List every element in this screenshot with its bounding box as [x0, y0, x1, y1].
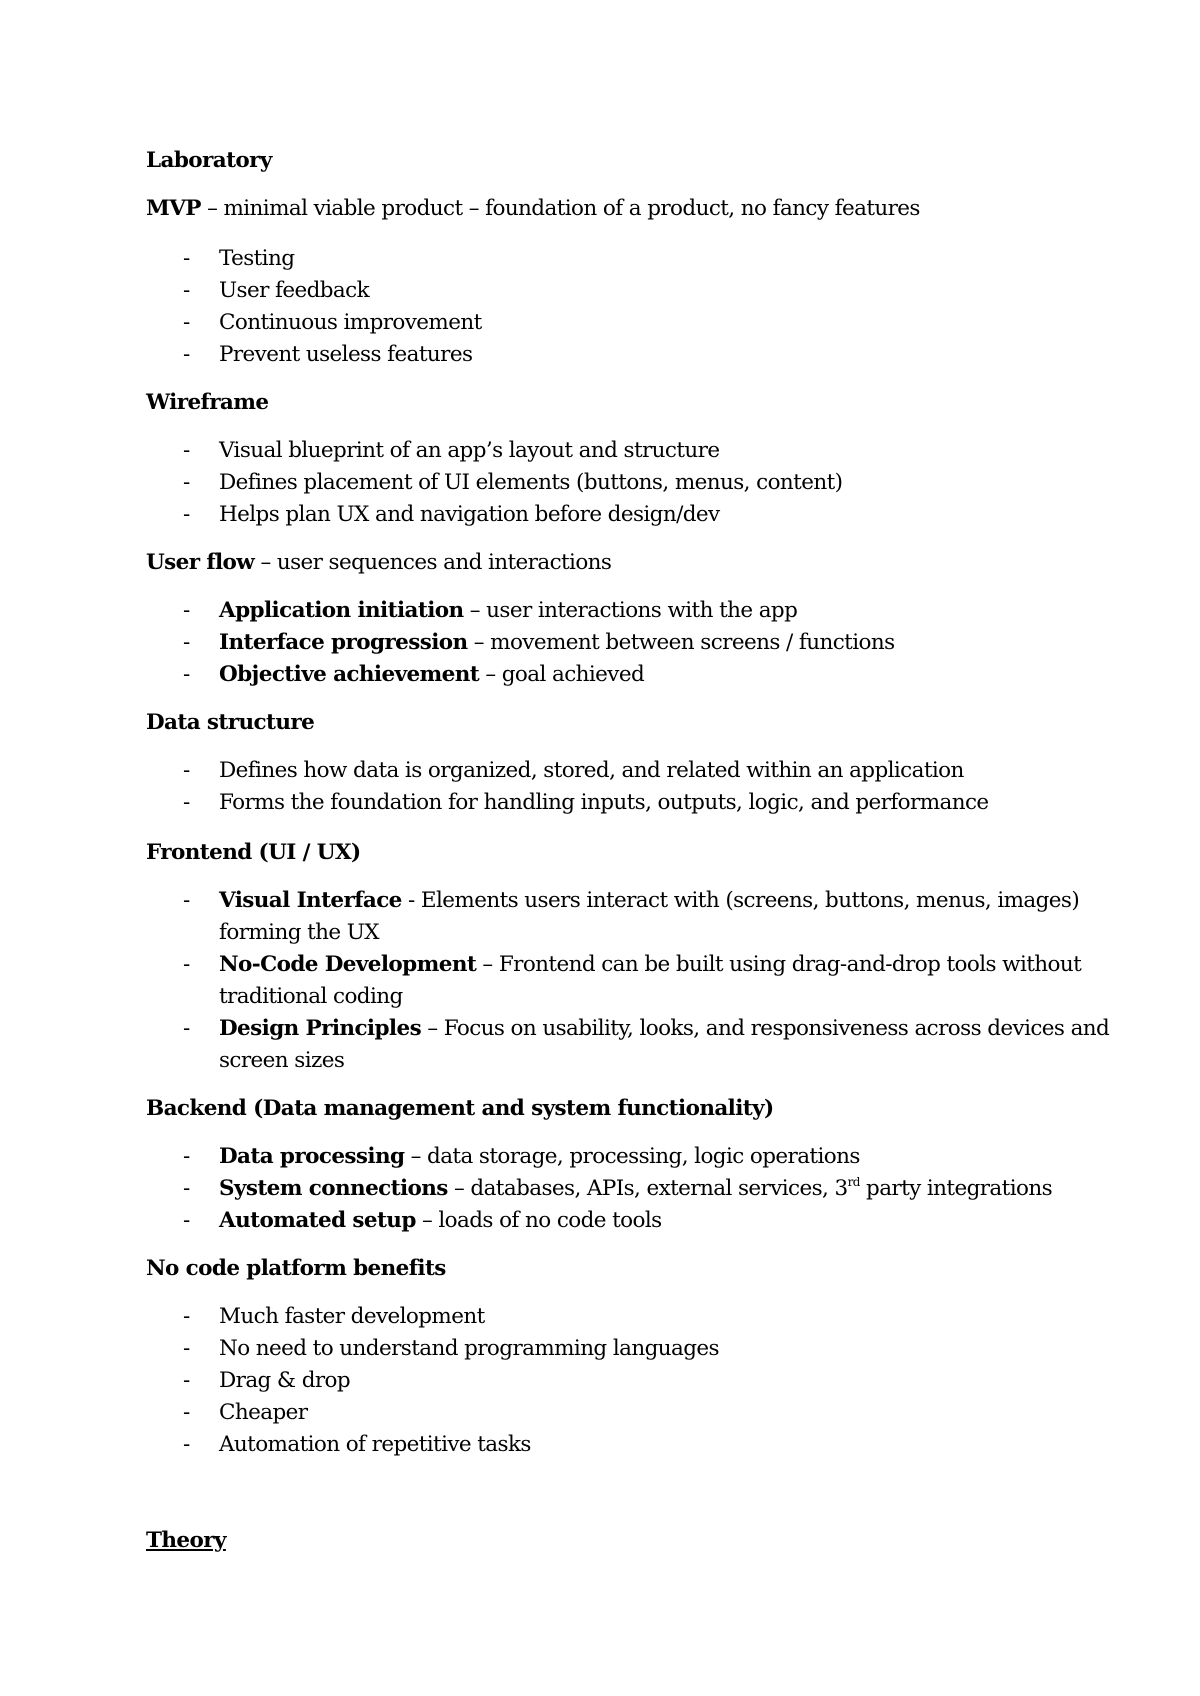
item-term: Application initiation [219, 598, 464, 623]
heading-laboratory: Laboratory [146, 148, 272, 173]
list-item [219, 600, 797, 622]
heading-no-code: No code platform benefits [146, 1256, 446, 1281]
item-term: No-Code Development [219, 952, 477, 977]
list-item: Visual blueprint of an app’s layout and structure [219, 438, 720, 463]
item-text: – Frontend can be built using drag-and-drop tools without [476, 952, 1082, 977]
list-item: No need to understand programming languages [219, 1336, 719, 1361]
heading-wireframe: Wireframe [146, 390, 269, 415]
user-flow-definition [146, 552, 611, 574]
list-item [219, 632, 895, 654]
bullet-dash: - [183, 438, 191, 463]
heading-backend: Backend (Data management and system functionality) [146, 1096, 774, 1121]
bullet-dash: - [183, 952, 191, 977]
item-text: – goal achieved [479, 662, 645, 687]
item-text: – movement between screens / functions [467, 630, 895, 655]
list-item-continuation: traditional coding [219, 984, 403, 1009]
bullet-dash: - [183, 310, 191, 335]
heading-theory: Theory [146, 1528, 226, 1553]
list-item [219, 954, 1081, 976]
list-item-continuation: screen sizes [219, 1048, 345, 1073]
bullet-dash: - [183, 278, 191, 303]
item-term: Design Principles [219, 1016, 422, 1041]
bullet-dash: - [183, 502, 191, 527]
item-term: Visual Interface [219, 888, 402, 913]
bullet-dash: - [183, 1368, 191, 1393]
mvp-text: – minimal viable product – foundation of a product, no fancy features [200, 196, 920, 221]
item-term: Interface progression [219, 630, 468, 655]
list-item: Defines placement of UI elements (buttons, menus, content) [219, 470, 843, 495]
item-term: Automated setup [219, 1208, 416, 1233]
bullet-dash: - [183, 1304, 191, 1329]
list-item: Prevent useless features [219, 342, 473, 367]
list-item-continuation: forming the UX [219, 920, 379, 945]
bullet-dash: - [183, 790, 191, 815]
list-item [219, 1210, 662, 1232]
item-term: Data processing [219, 1144, 405, 1169]
user-flow-text: – user sequences and interactions [254, 550, 612, 575]
bullet-dash: - [183, 598, 191, 623]
heading-frontend: Frontend (UI / UX) [146, 840, 361, 865]
bullet-dash: - [183, 1144, 191, 1169]
heading-data-structure: Data structure [146, 710, 315, 735]
item-text: – databases, APIs, external services, 3 [447, 1176, 848, 1201]
list-item: Helps plan UX and navigation before design/dev [219, 502, 720, 527]
list-item [219, 664, 644, 686]
list-item: Defines how data is organized, stored, and related within an application [219, 758, 964, 783]
list-item: Testing [219, 246, 295, 271]
list-item: Cheaper [219, 1400, 308, 1425]
list-item: Continuous improvement [219, 310, 482, 335]
bullet-dash: - [183, 342, 191, 367]
mvp-term: MVP [146, 196, 201, 221]
list-item: Drag & drop [219, 1368, 351, 1393]
bullet-dash: - [183, 1208, 191, 1233]
bullet-dash: - [183, 1432, 191, 1457]
bullet-dash: - [183, 246, 191, 271]
item-text-after: party integrations [859, 1176, 1052, 1201]
item-text: – loads of no code tools [415, 1208, 662, 1233]
list-item [219, 1018, 1109, 1040]
list-item [219, 1146, 860, 1168]
bullet-dash: - [183, 1400, 191, 1425]
item-text: – Focus on usability, looks, and responsiveness across devices and [421, 1016, 1110, 1041]
item-text: - Elements users interact with (screens, buttons, menus, images) [401, 888, 1080, 913]
ordinal-suffix: rd [847, 1175, 860, 1189]
bullet-dash: - [183, 662, 191, 687]
bullet-dash: - [183, 888, 191, 913]
bullet-dash: - [183, 1176, 191, 1201]
item-text: – user interactions with the app [463, 598, 798, 623]
list-item: Forms the foundation for handling inputs, outputs, logic, and performance [219, 790, 989, 815]
item-text: – data storage, processing, logic operations [404, 1144, 860, 1169]
mvp-definition [146, 198, 920, 220]
bullet-dash: - [183, 1336, 191, 1361]
bullet-dash: - [183, 758, 191, 783]
list-item [219, 890, 1079, 912]
bullet-dash: - [183, 470, 191, 495]
item-term: Objective achievement [219, 662, 480, 687]
bullet-dash: - [183, 630, 191, 655]
list-item [219, 1175, 1052, 1201]
list-item: User feedback [219, 278, 370, 303]
list-item: Much faster development [219, 1304, 485, 1329]
bullet-dash: - [183, 1016, 191, 1041]
item-term: System connections [219, 1176, 448, 1201]
list-item: Automation of repetitive tasks [219, 1432, 531, 1457]
user-flow-term: User flow [146, 550, 255, 575]
